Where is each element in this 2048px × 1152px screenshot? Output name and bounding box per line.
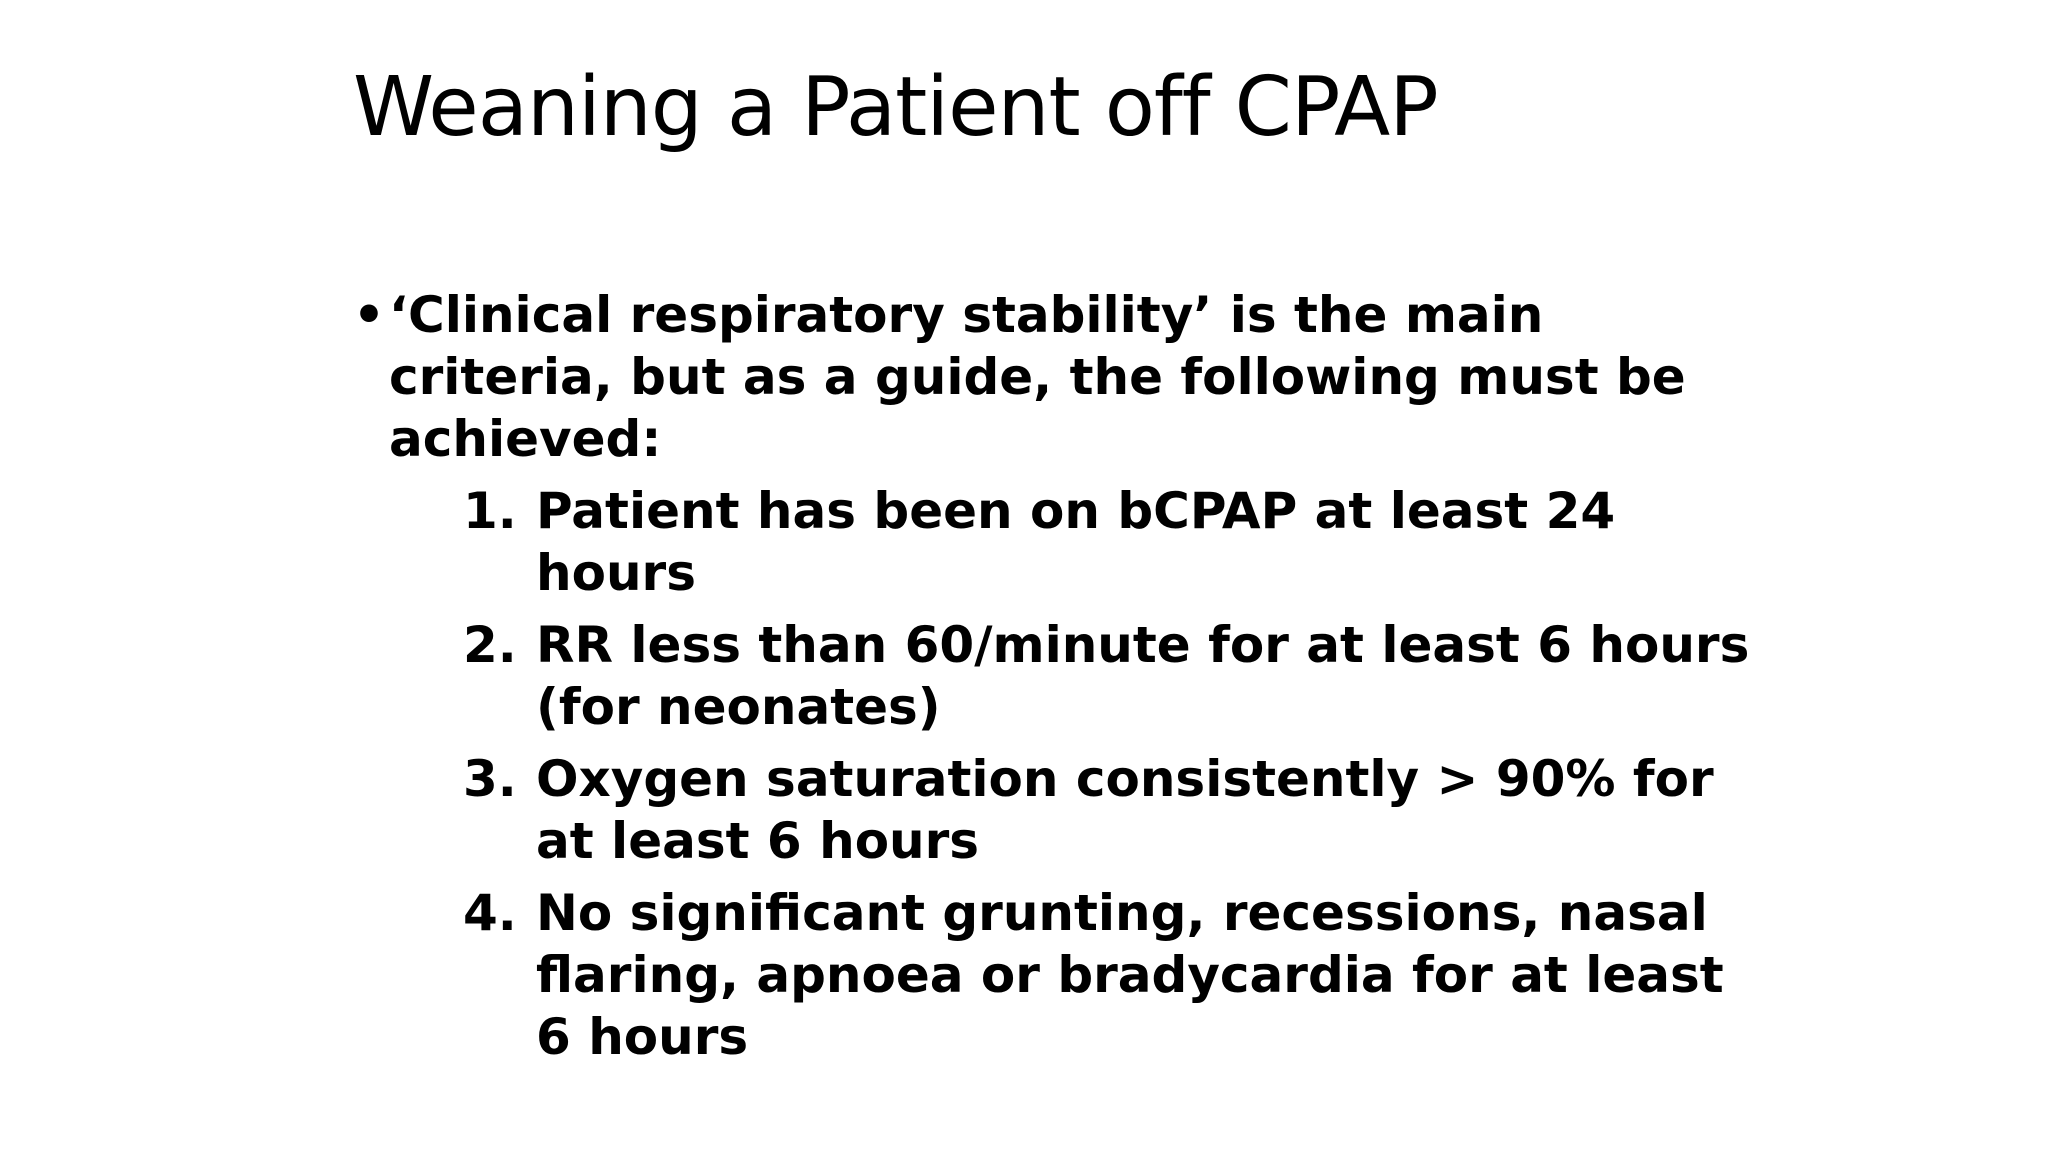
slide-title: Weaning a Patient off CPAP bbox=[353, 60, 1438, 155]
list-item-text: No significant grunting, recessions, nasal flaring, apnoea or bradycardia for at least 6 hours bbox=[536, 884, 1724, 1066]
list-item-number: 4. bbox=[463, 884, 517, 942]
list-item-text: Patient has been on bCPAP at least 24 hours bbox=[536, 482, 1616, 602]
bullet-point bbox=[353, 284, 1753, 1068]
list-item bbox=[389, 614, 1753, 738]
slide-body bbox=[353, 284, 1753, 1078]
criteria-list bbox=[389, 480, 1753, 1068]
list-item-text: Oxygen saturation consistently > 90% for at least 6 hours bbox=[536, 750, 1714, 870]
list-item-number: 2. bbox=[463, 616, 517, 674]
list-item bbox=[389, 882, 1753, 1068]
list-item-text: RR less than 60/minute for at least 6 hours (for neonates) bbox=[536, 616, 1750, 736]
bullet-icon: • bbox=[353, 286, 385, 344]
list-item-number: 3. bbox=[463, 750, 517, 808]
list-item bbox=[389, 480, 1753, 604]
list-item-number: 1. bbox=[463, 482, 517, 540]
bullet-text: ‘Clinical respiratory stability’ is the main criteria, but as a guide, the following must be achieved: bbox=[389, 286, 1686, 468]
list-item bbox=[389, 748, 1753, 872]
